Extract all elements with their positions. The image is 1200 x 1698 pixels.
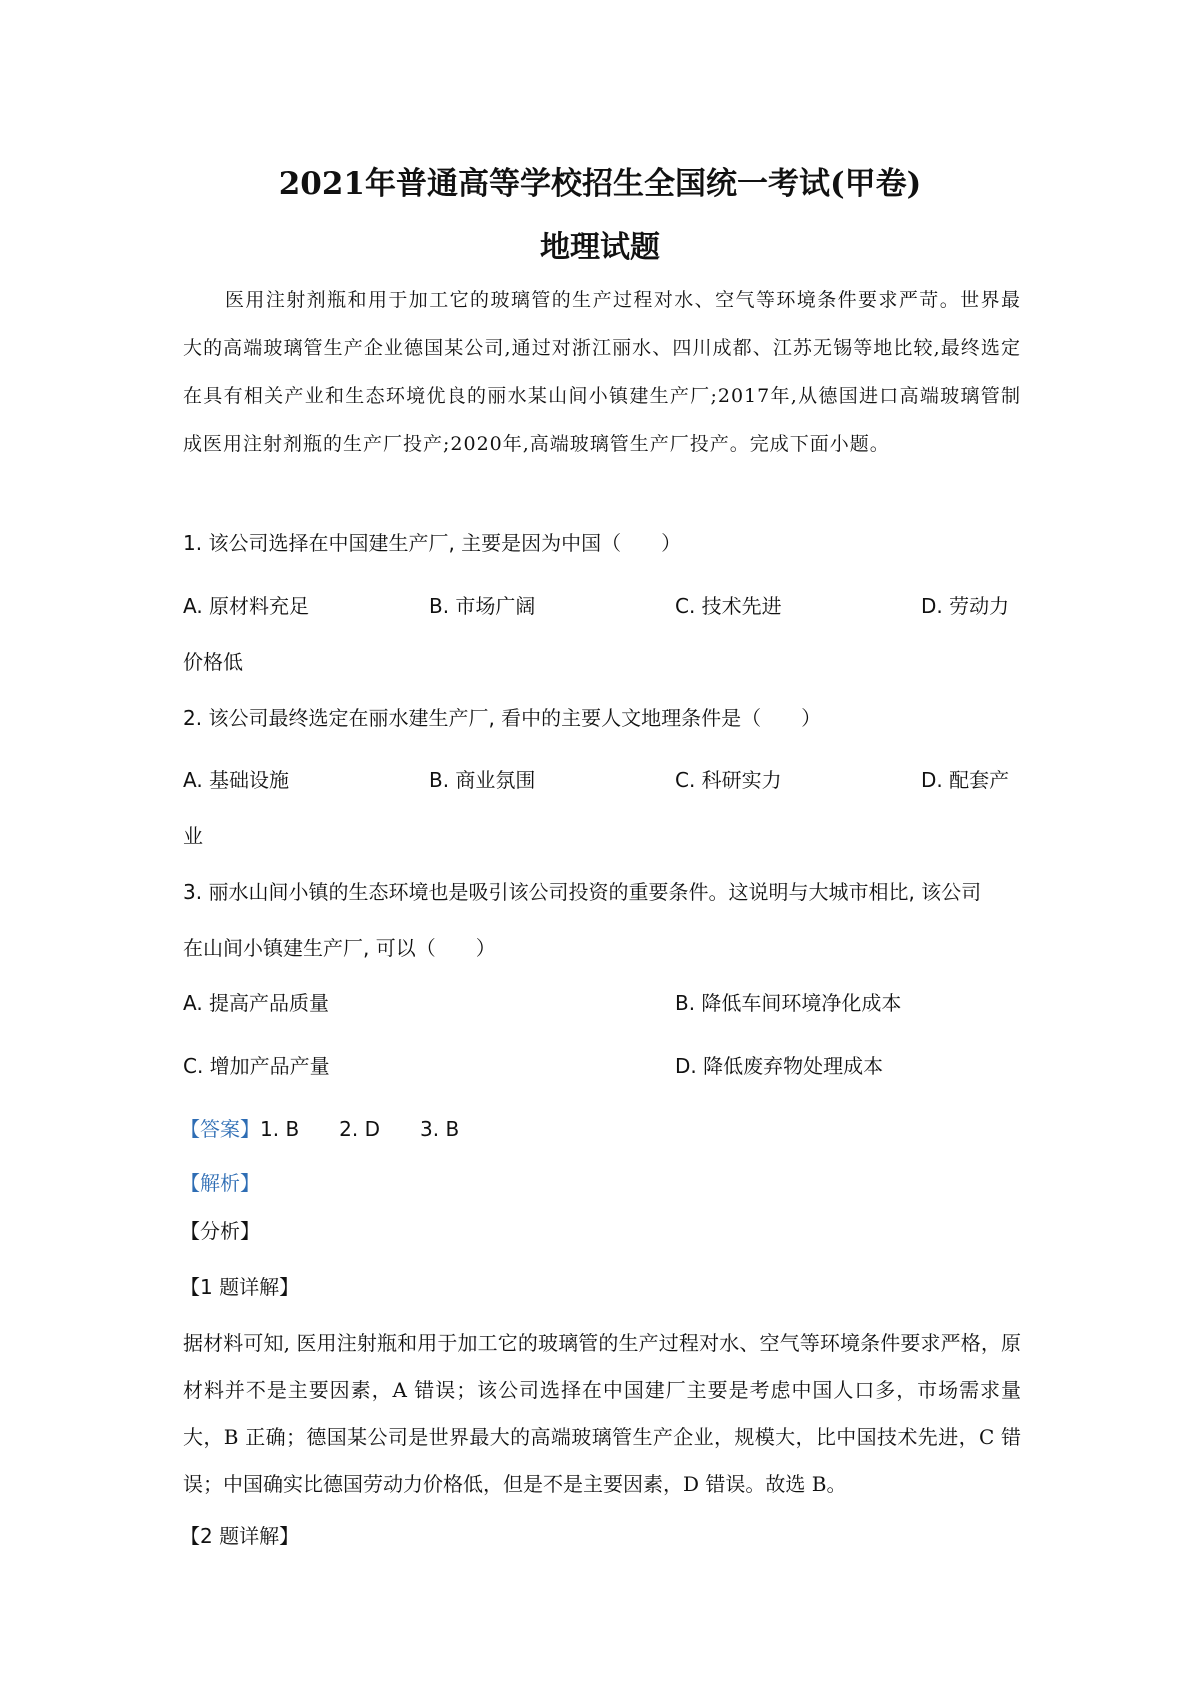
question-1-explanation: 据材料可知, 医用注射瓶和用于加工它的玻璃管的生产过程对水、空气等环境条件要求严格，原材料并不是主要因素，A 错误；该公司选择在中国建厂主要是考虑中国人口多，市场需求量大，B 正确；德国某公司是世界最大的高端玻璃管生产企业，规模大，比中国技术先进，C 错误；中国确实比德国劳动力价格低，但是不是主要因素，D 错误。故选 B。	[183, 1331, 1021, 1496]
question-2-detail-label: 【2 题详解】	[180, 1524, 300, 1548]
question-2-option-b: B. 商业氛围	[429, 768, 536, 792]
question-1-option-b: B. 市场广阔	[429, 594, 536, 618]
fenxi-label: 【分析】	[180, 1219, 260, 1243]
question-3-option-a: A. 提高产品质量	[183, 991, 330, 1015]
jiexi-label: 【解析】	[180, 1171, 260, 1195]
question-2-option-c: C. 科研实力	[675, 768, 782, 792]
question-1-stem: 1. 该公司选择在中国建生产厂, 主要是因为中国（ ）	[183, 531, 682, 555]
question-3-option-c: C. 增加产品产量	[183, 1054, 330, 1078]
exam-title: 2021年普通高等学校招生全国统一考试(甲卷)	[278, 166, 922, 202]
exam-subtitle: 地理试题	[540, 230, 660, 265]
question-1-option-d-wrap: 价格低	[183, 650, 243, 674]
answer-item-1: 1. B	[260, 1117, 300, 1141]
question-2-stem: 2. 该公司最终选定在丽水建生产厂, 看中的主要人文地理条件是（ ）	[183, 706, 822, 730]
question-1-detail-label: 【1 题详解】	[180, 1275, 300, 1299]
answer-label: 【答案】	[180, 1117, 260, 1141]
question-3-option-b: B. 降低车间环境净化成本	[675, 991, 902, 1015]
question-3-stem-line-2: 在山间小镇建生产厂, 可以（ ）	[183, 936, 496, 960]
question-3-stem-line-1: 3. 丽水山间小镇的生态环境也是吸引该公司投资的重要条件。这说明与大城市相比, 该公司	[183, 880, 982, 904]
question-2-option-d-wrap: 业	[183, 824, 203, 848]
question-1-option-a: A. 原材料充足	[183, 594, 310, 618]
question-1-option-d: D. 劳动力	[921, 594, 1010, 618]
answer-item-2: 2. D	[339, 1117, 381, 1141]
question-2-option-d: D. 配套产	[921, 768, 1010, 792]
answer-item-3: 3. B	[420, 1117, 460, 1141]
reading-passage: 医用注射剂瓶和用于加工它的玻璃管的生产过程对水、空气等环境条件要求严苛。世界最大的高端玻璃管生产企业德国某公司,通过对浙江丽水、四川成都、江苏无锡等地比较,最终选定在具有相关产业和生态环境优良的丽水某山间小镇建生产厂;2017年,从德国进口高端玻璃管制成医用注射剂瓶的生产厂投产;2020年,高端玻璃管生产厂投产。完成下面小题。	[183, 289, 1021, 455]
question-2-option-a: A. 基础设施	[183, 768, 290, 792]
question-1-option-c: C. 技术先进	[675, 594, 782, 618]
question-3-option-d: D. 降低废弃物处理成本	[675, 1054, 884, 1078]
answer-line	[180, 1113, 459, 1142]
